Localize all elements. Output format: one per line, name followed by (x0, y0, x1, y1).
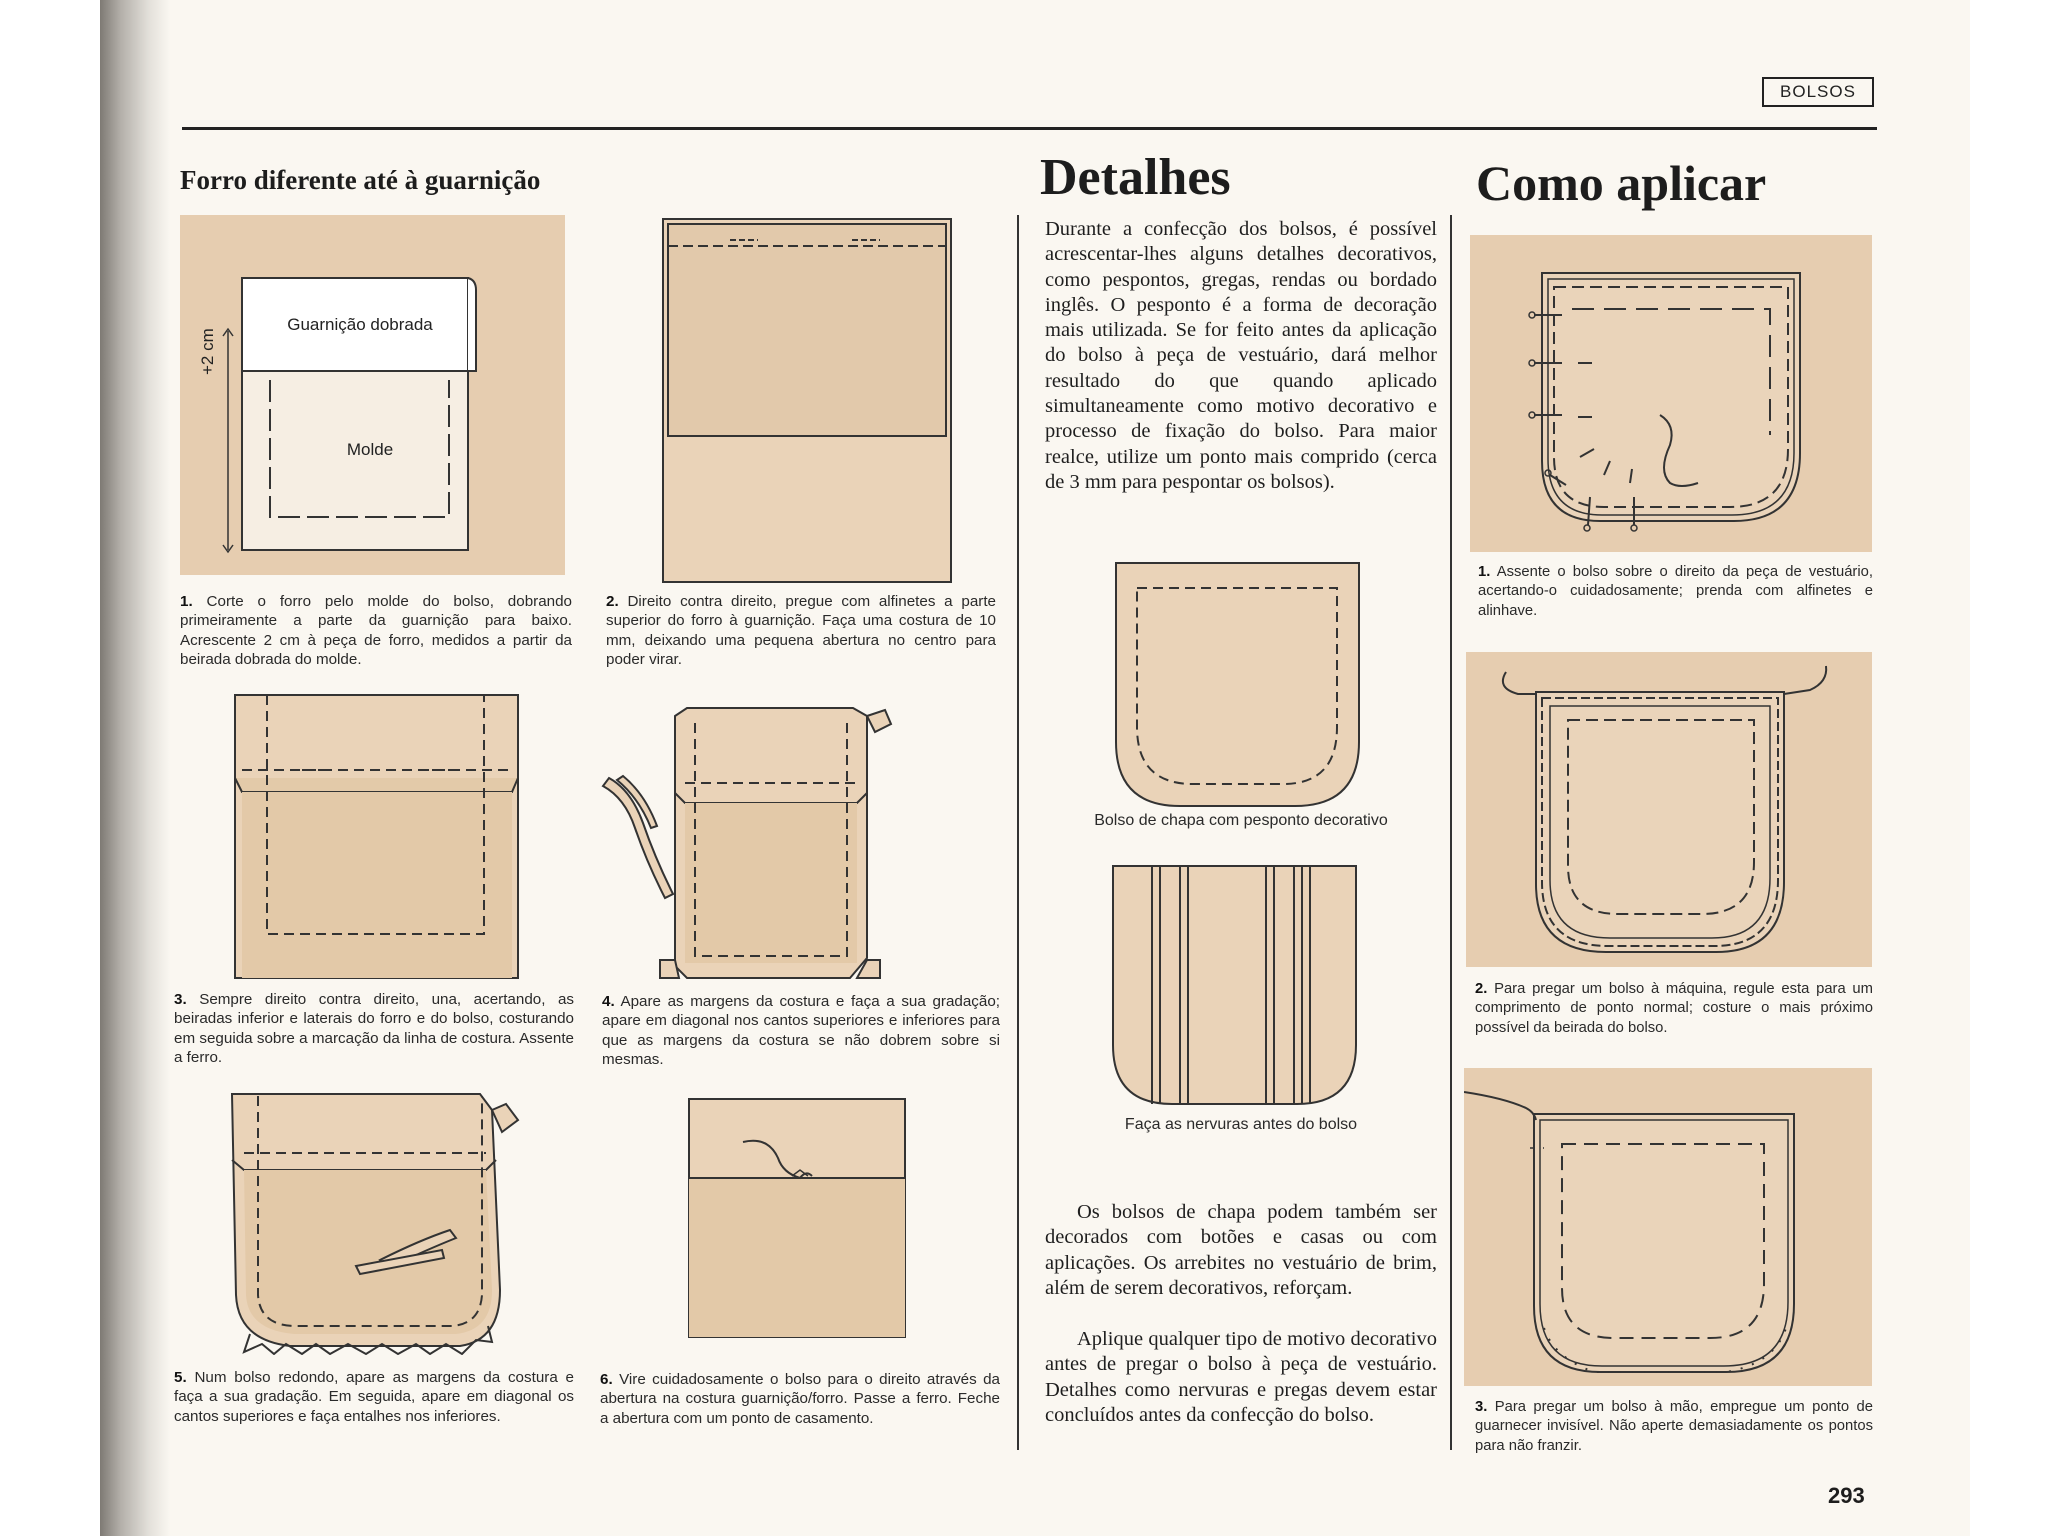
page-number: 293 (1828, 1483, 1865, 1508)
figure-1-lining-pattern (180, 215, 565, 575)
caption-2-number: 2. (606, 593, 619, 610)
right-caption-3 (1475, 1398, 1873, 1456)
figure-b-caption: Faça as nervuras antes do bolso (1124, 1116, 1358, 1133)
caption-6 (600, 1370, 1000, 1428)
figure-3-join-edges (234, 694, 519, 979)
caption-6-number: 6. (600, 1371, 613, 1388)
right-caption-3-text: Para pregar um bolso à mão, empregue um ponto de guarnecer invisível. Não aperte demasiadamente os pontos para não franzir. (1475, 1399, 1873, 1454)
right-caption-1-number: 1. (1478, 564, 1491, 580)
figure-r1-baste-pocket (1470, 235, 1872, 552)
header-rule (182, 127, 1877, 130)
caption-4-number: 4. (602, 993, 615, 1010)
figure-r2-machine-stitch (1466, 652, 1872, 967)
figure-6-turn-pocket (688, 1098, 906, 1338)
figure-patch-pocket-topstitch (1115, 562, 1360, 807)
right-caption-1 (1478, 563, 1873, 621)
caption-4-text: Apare as margens da costura e faça a sua gradação; apare em diagonal nos cantos superiores e inferiores para que as margens da costura se não dobrem sobre si mesmas. (602, 993, 1000, 1069)
caption-4 (602, 992, 1000, 1070)
caption-5 (174, 1368, 574, 1426)
caption-1-text: Corte o forro pelo molde do bolso, dobrando primeiramente a parte da guarnição para baixo. Acrescente 2 cm à peça de forro, medidos a partir da beirada dobrada do molde. (180, 593, 572, 669)
book-gutter-shadow (100, 0, 170, 1536)
figure-4-trim-margins (595, 698, 970, 983)
section-badge: BOLSOS (1762, 77, 1874, 107)
label-guarnicao: Guarnição dobrada (287, 315, 433, 334)
right-caption-3-number: 3. (1475, 1399, 1488, 1415)
caption-1 (180, 592, 572, 670)
figure-a-caption: Bolso de chapa com pesponto decorativo (1094, 812, 1388, 829)
middle-paragraph-3: Aplique qualquer tipo de motivo decorativo antes de pregar o bolso à peça de vestuário. Detalhes como nervuras e pregas devem estar concluídos antes da confecção do bolso. (1045, 1328, 1437, 1426)
right-caption-2-number: 2. (1475, 981, 1488, 997)
label-molde: Molde (346, 440, 394, 459)
caption-5-text: Num bolso redondo, apare as margens da costura e faça a sua gradação. Em seguida, apare em diagonal os cantos superiores e faça entalhes nos inferiores. (174, 1369, 574, 1425)
caption-2 (606, 592, 996, 670)
column-divider-1 (1017, 215, 1019, 1450)
caption-3-text: Sempre direito contra direito, una, acertando, as beiradas inferior e laterais do forro e do bolso, costurando em seguida sobre a marcação da linha de costura. Assente a ferro. (174, 991, 574, 1067)
caption-6-text: Vire cuidadosamente o bolso para o direito através da abertura na costura guarnição/forro. Passe a ferro. Feche a abertura com um ponto de casamento. (600, 1371, 1000, 1427)
caption-2-text: Direito contra direito, pregue com alfinetes a parte superior do forro à guarnição. Faça uma costura de 10 mm, deixando uma pequena abertura no centro para poder virar. (606, 593, 996, 669)
middle-paragraph-2: Os bolsos de chapa podem também ser decorados com botões e casas ou com aplicações. Os arrebites no vestuário de brim, além de serem decorativos, reforçam. (1045, 1201, 1437, 1299)
right-caption-2-text: Para pregar um bolso à máquina, regule esta para um comprimento de ponto normal; costure o mais próximo possível da beirada do bolso. (1475, 981, 1873, 1036)
book-page (100, 0, 1970, 1536)
right-caption-2 (1475, 980, 1873, 1038)
middle-intro-text: Durante a confecção dos bolsos, é possível acrescentar-lhes alguns detalhes decorativos, como pespontos, gregas, rendas ou bordado inglês. O pesponto é a forma de decoração mais utilizada. Se for feito antes da aplicação do bolso à peça de vestuário, dará melhor resultado do que quando aplicado simultaneamente como motivo decorativo e processo de fixação do bolso. Para maior realce, utilize um ponto mais comprido (cerca de 3 mm para pespontar os bolsos). (1045, 218, 1437, 493)
figure-r3-hand-stitch (1464, 1068, 1872, 1386)
caption-5-number: 5. (174, 1369, 187, 1386)
caption-3-number: 3. (174, 991, 187, 1008)
label-measure: +2 cm (198, 328, 217, 375)
right-caption-1-text: Assente o bolso sobre o direito da peça de vestuário, acertando-o cuidadosamente; prenda com alfinetes e alinhave. (1478, 564, 1873, 619)
figure-pintuck-pocket (1112, 865, 1357, 1105)
caption-3 (174, 990, 574, 1068)
figure-2-pin-lining (662, 218, 952, 583)
right-section-title: Como aplicar (1476, 155, 1767, 211)
middle-section-title: Detalhes (1040, 149, 1231, 206)
caption-1-number: 1. (180, 593, 193, 610)
figure-5-round-pocket (230, 1090, 525, 1355)
column-divider-2 (1450, 215, 1452, 1450)
left-section-title: Forro diferente até à guarnição (180, 165, 541, 195)
